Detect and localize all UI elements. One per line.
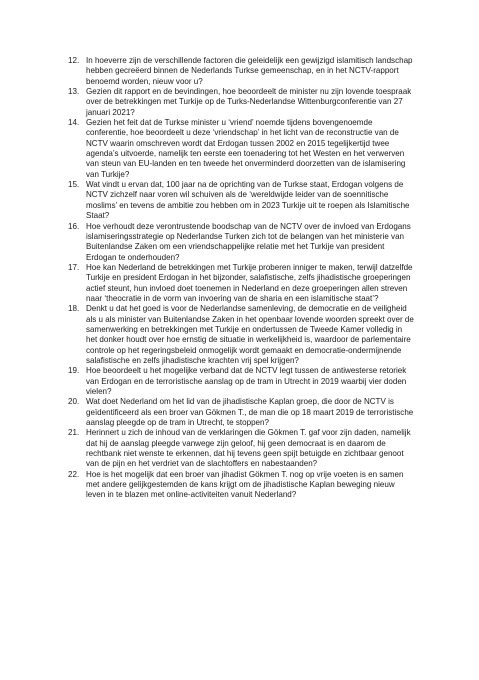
question-number: 18. xyxy=(68,304,80,314)
question-text: Hoe kan Nederland de betrekkingen met Turkije proberen inniger te maken, terwijl datzelfde Turkije en president Erdogan in het bijzonder, salafistische, zelfs jihadistische groeperingen actief steunt, hun invloed doet toenemen in Nederland en deze groeperingen allen streven naar ‘theocratie in de vorm van invoering van de sharia en een islamitische staat’? xyxy=(86,262,413,303)
question-number: 16. xyxy=(68,221,80,231)
question-item xyxy=(68,56,414,87)
question-text: Herinnert u zich de inhoud van de verklaringen die Gökmen T. gaf voor zijn daden, namelijk dat hij de aanslag pleegde vanwege zijn geloof, hij geen democraat is en daarom de rechtbank niet wenste te erkennen, dat hij tevens geen spijt betuigde en zichtbaar genoot van de pijn en het verdriet van de slachtoffers en nabestaanden? xyxy=(86,428,411,469)
question-item xyxy=(68,397,414,428)
question-number: 19. xyxy=(68,366,80,376)
question-number: 21. xyxy=(68,428,80,438)
question-number: 22. xyxy=(68,469,80,479)
question-list xyxy=(68,56,414,501)
question-text: Hoe verhoudt deze verontrustende boodschap van de NCTV over de invloed van Erdogans islamiseringsstrategie op Nederlandse Turken zich tot de belangen van het ministerie van Buitenlandse Zaken om een vriendschappelijke relatie met het Turkije van president Erdogan te onderhouden? xyxy=(86,221,411,262)
question-text: Gezien dit rapport en de bevindingen, hoe beoordeelt de minister nu zijn lovende toespraak over de betrekkingen met Turkije op de Turks-Nederlandse Wittenburgconferentie van 27 januari 2021? xyxy=(86,87,412,117)
question-item xyxy=(68,222,414,263)
question-text: Wat doet Nederland om het lid van de jihadistische Kaplan groep, die door de NCTV is geïdentificeerd als een broer van Gökmen T., de man die op 18 maart 2019 de terroristische aanslag pleegde op de tram in Utrecht, te stoppen? xyxy=(86,397,414,428)
question-item xyxy=(68,304,414,366)
question-text: Denkt u dat het goed is voor de Nederlandse samenleving, de democratie en de veiligheid als u als minister van Buitenlandse Zaken in het openbaar lovende woorden spreekt over de samenwerking en betrekkingen met Turkije en ondertussen de Tweede Kamer volledig in het donker houdt over hoe ernstig de situatie in werkelijkheid is, waardoor de parlementaire controle op het regeringsbeleid onmogelijk wordt gemaakt en democratie-ondermijnende salafistische en zelfs jihadistische krachten vrij spel krijgen? xyxy=(86,304,414,365)
question-text: Gezien het feit dat de Turkse minister u ‘vriend’ noemde tijdens bovengenoemde conferentie, hoe beoordeelt u deze ‘vriendschap’ in het licht van de reconstructie van de NCTV waarin omschreven wordt dat Erdogan tussen 2002 en 2015 tegelijkertijd twee agenda’s uitvoerde, namelijk ten eerste een toenadering tot het Westen en het verwerven van steun van EU-landen en ten tweede het onverminderd doorzetten van de islamisering van Turkije? xyxy=(86,118,406,179)
question-item xyxy=(68,180,414,221)
question-number: 14. xyxy=(68,118,80,128)
question-item xyxy=(68,366,414,397)
question-item xyxy=(68,118,414,180)
question-item xyxy=(68,263,414,304)
question-number: 15. xyxy=(68,180,80,190)
question-text: In hoeverre zijn de verschillende factoren die geleidelijk een gewijzigd islamitisch landschap hebben gecreëerd binnen de Nederlands Turkse gemeenschap, en in het NCTV-rapport benoemd worden, nieuw voor u? xyxy=(86,56,413,86)
question-item xyxy=(68,470,414,501)
question-item xyxy=(68,87,414,118)
question-text: Hoe is het mogelijk dat een broer van jihadist Gökmen T. nog op vrije voeten is en samen met andere gelijkgestemden de kans krijgt om de jihadistische Kaplan beweging nieuw leven in te blazen met online-activiteiten vanuit Nederland? xyxy=(86,469,404,500)
question-text: Wat vindt u ervan dat, 100 jaar na de oprichting van de Turkse staat, Erdogan volgens de NCTV zichzelf naar voren wil schuiven als de ‘wereldwijde leider van de soennitische moslims’ en tevens de ambitie zou hebben om in 2023 Turkije uit te roepen als Islamitische Staat? xyxy=(86,180,410,221)
question-number: 20. xyxy=(68,397,80,407)
question-number: 17. xyxy=(68,262,80,272)
question-text: Hoe beoordeelt u het mogelijke verband dat de NCTV legt tussen de antiwesterse retoriek van Erdogan en de terroristische aanslag op de tram in Utrecht in 2019 waarbij vier doden vielen? xyxy=(86,366,407,396)
question-number: 13. xyxy=(68,87,80,97)
question-number: 12. xyxy=(68,56,80,65)
question-item xyxy=(68,428,414,469)
